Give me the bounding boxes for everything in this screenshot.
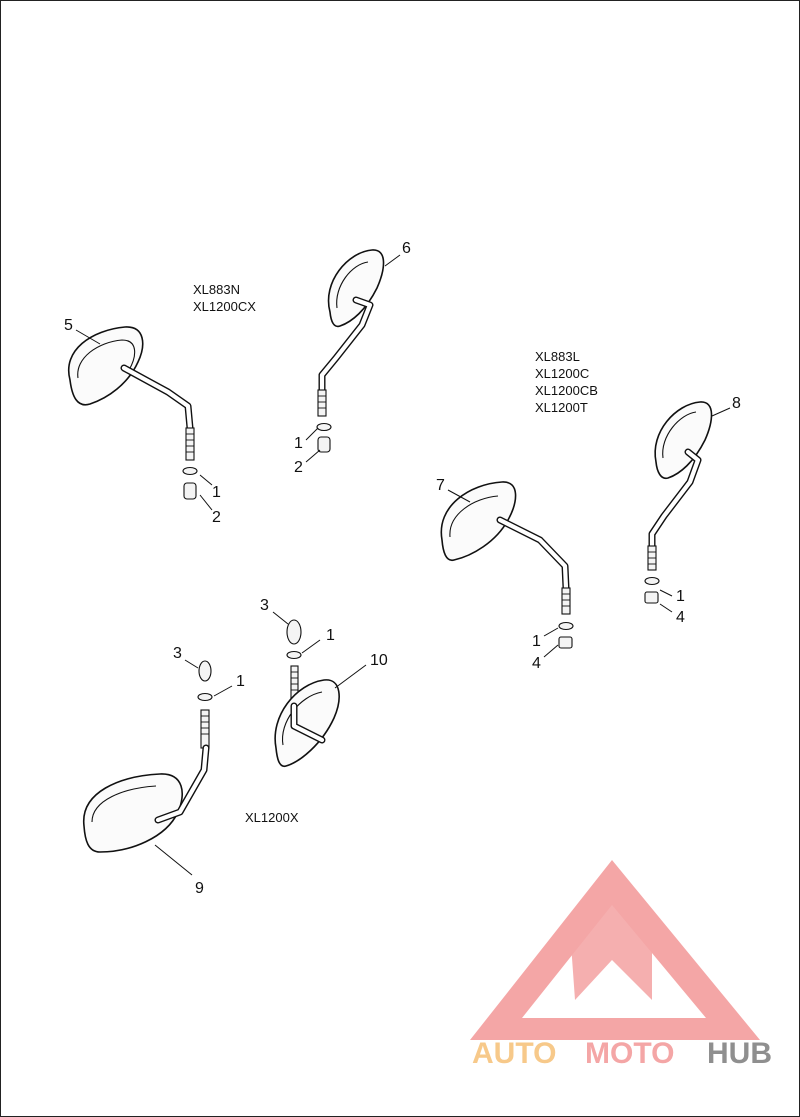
callout-1c: 1: [676, 588, 685, 605]
callout-1e: 1: [326, 627, 335, 644]
washer-1b: [317, 424, 331, 431]
nut-4a: [645, 592, 658, 603]
watermark-word-hub: HUB: [707, 1037, 772, 1070]
washer-1a: [183, 468, 197, 475]
callout-6: 6: [402, 240, 411, 257]
callout-5: 5: [64, 317, 73, 334]
watermark-word-moto: MOTO: [585, 1037, 675, 1070]
callout-8: 8: [732, 395, 741, 412]
acorn-nut-2b: [318, 437, 330, 452]
washer-1f: [198, 694, 212, 701]
callout-4a: 4: [676, 609, 685, 626]
nut-4b: [559, 637, 572, 648]
callout-2a: 2: [212, 509, 221, 526]
cap-nut-3a: [287, 620, 301, 644]
model-labels: [193, 282, 598, 825]
washer-1c: [645, 578, 659, 585]
callout-2b: 2: [294, 459, 303, 476]
cap-nut-3b: [199, 661, 211, 681]
model-b-0: XL883L: [535, 349, 580, 364]
callout-3a: 3: [260, 597, 269, 614]
washer-1d: [559, 623, 573, 630]
callout-10: 10: [370, 652, 388, 669]
model-a-1: XL1200CX: [193, 299, 256, 314]
mirror-7: [441, 482, 573, 648]
watermark-word-auto: AUTO: [472, 1037, 557, 1070]
callout-1b: 1: [294, 435, 303, 452]
model-b-2: XL1200CB: [535, 383, 598, 398]
mirror-5: [69, 327, 197, 499]
callout-1d: 1: [532, 633, 541, 650]
model-c-0: XL1200X: [245, 810, 299, 825]
callout-1a: 1: [212, 484, 221, 501]
callout-3b: 3: [173, 645, 182, 662]
washer-1e: [287, 652, 301, 659]
mirror-8: [645, 402, 712, 603]
callout-1f: 1: [236, 673, 245, 690]
model-b-1: XL1200C: [535, 366, 590, 381]
callout-9: 9: [195, 880, 204, 897]
model-a-0: XL883N: [193, 282, 240, 297]
callout-4b: 4: [532, 655, 541, 672]
watermark-logo: [470, 860, 772, 1070]
mirror-6: [317, 250, 384, 452]
callout-7: 7: [436, 477, 445, 494]
mirror-9: [84, 661, 212, 852]
model-b-3: XL1200T: [535, 400, 588, 415]
acorn-nut-2a: [184, 483, 196, 499]
